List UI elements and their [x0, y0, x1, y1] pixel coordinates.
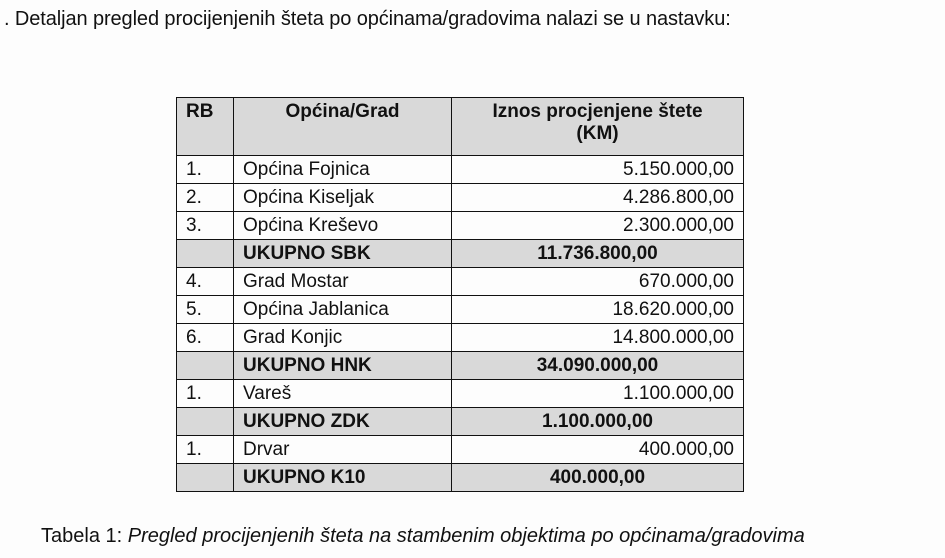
table-row [177, 436, 744, 464]
cell-amount: 18.620.000,00 [452, 296, 744, 324]
cell-rb: 5. [177, 296, 234, 324]
table-row [177, 380, 744, 408]
cell-total-label: UKUPNO HNK [234, 352, 452, 380]
table-row [177, 296, 744, 324]
cell-municipality: Općina Fojnica [234, 156, 452, 184]
cell-municipality: Općina Kiseljak [234, 184, 452, 212]
total-row [177, 352, 744, 380]
intro-paragraph: . Detaljan pregled procijenjenih šteta po općinama/gradovima nalazi se u nastavku: [4, 8, 731, 30]
total-row [177, 464, 744, 492]
cell-municipality: Općina Kreševo [234, 212, 452, 240]
cell-rb: 6. [177, 324, 234, 352]
table-row [177, 184, 744, 212]
cell-total-label: UKUPNO K10 [234, 464, 452, 492]
total-row [177, 240, 744, 268]
table-row [177, 324, 744, 352]
total-row [177, 408, 744, 436]
table-caption [41, 525, 805, 548]
damages-table [176, 97, 744, 492]
cell-rb: 1. [177, 380, 234, 408]
cell-rb: 1. [177, 436, 234, 464]
cell-municipality: Drvar [234, 436, 452, 464]
cell-rb: 2. [177, 184, 234, 212]
cell-rb [177, 240, 234, 268]
cell-rb: 3. [177, 212, 234, 240]
cell-total-amount: 34.090.000,00 [452, 352, 744, 380]
table-header-row [177, 98, 744, 156]
cell-amount: 4.286.800,00 [452, 184, 744, 212]
table-row [177, 212, 744, 240]
table-row [177, 156, 744, 184]
cell-municipality: Grad Konjic [234, 324, 452, 352]
cell-municipality: Općina Jablanica [234, 296, 452, 324]
cell-municipality: Grad Mostar [234, 268, 452, 296]
caption-text: Pregled procijenjenih šteta na stambenim objektima po općinama/gradovima [127, 525, 805, 547]
cell-total-label: UKUPNO SBK [234, 240, 452, 268]
cell-total-amount: 400.000,00 [452, 464, 744, 492]
header-rb: RB [177, 98, 234, 156]
header-amount: Iznos procjenjene štete (KM) [452, 98, 744, 156]
cell-municipality: Vareš [234, 380, 452, 408]
cell-rb: 4. [177, 268, 234, 296]
cell-rb [177, 352, 234, 380]
cell-amount: 1.100.000,00 [452, 380, 744, 408]
caption-prefix: Tabela 1: [41, 525, 128, 547]
cell-amount: 2.300.000,00 [452, 212, 744, 240]
cell-rb: 1. [177, 156, 234, 184]
table-row [177, 268, 744, 296]
cell-amount: 5.150.000,00 [452, 156, 744, 184]
header-municipality: Općina/Grad [234, 98, 452, 156]
cell-rb [177, 408, 234, 436]
cell-rb [177, 464, 234, 492]
cell-amount: 670.000,00 [452, 268, 744, 296]
cell-amount: 14.800.000,00 [452, 324, 744, 352]
cell-total-amount: 11.736.800,00 [452, 240, 744, 268]
cell-total-amount: 1.100.000,00 [452, 408, 744, 436]
cell-amount: 400.000,00 [452, 436, 744, 464]
cell-total-label: UKUPNO ZDK [234, 408, 452, 436]
